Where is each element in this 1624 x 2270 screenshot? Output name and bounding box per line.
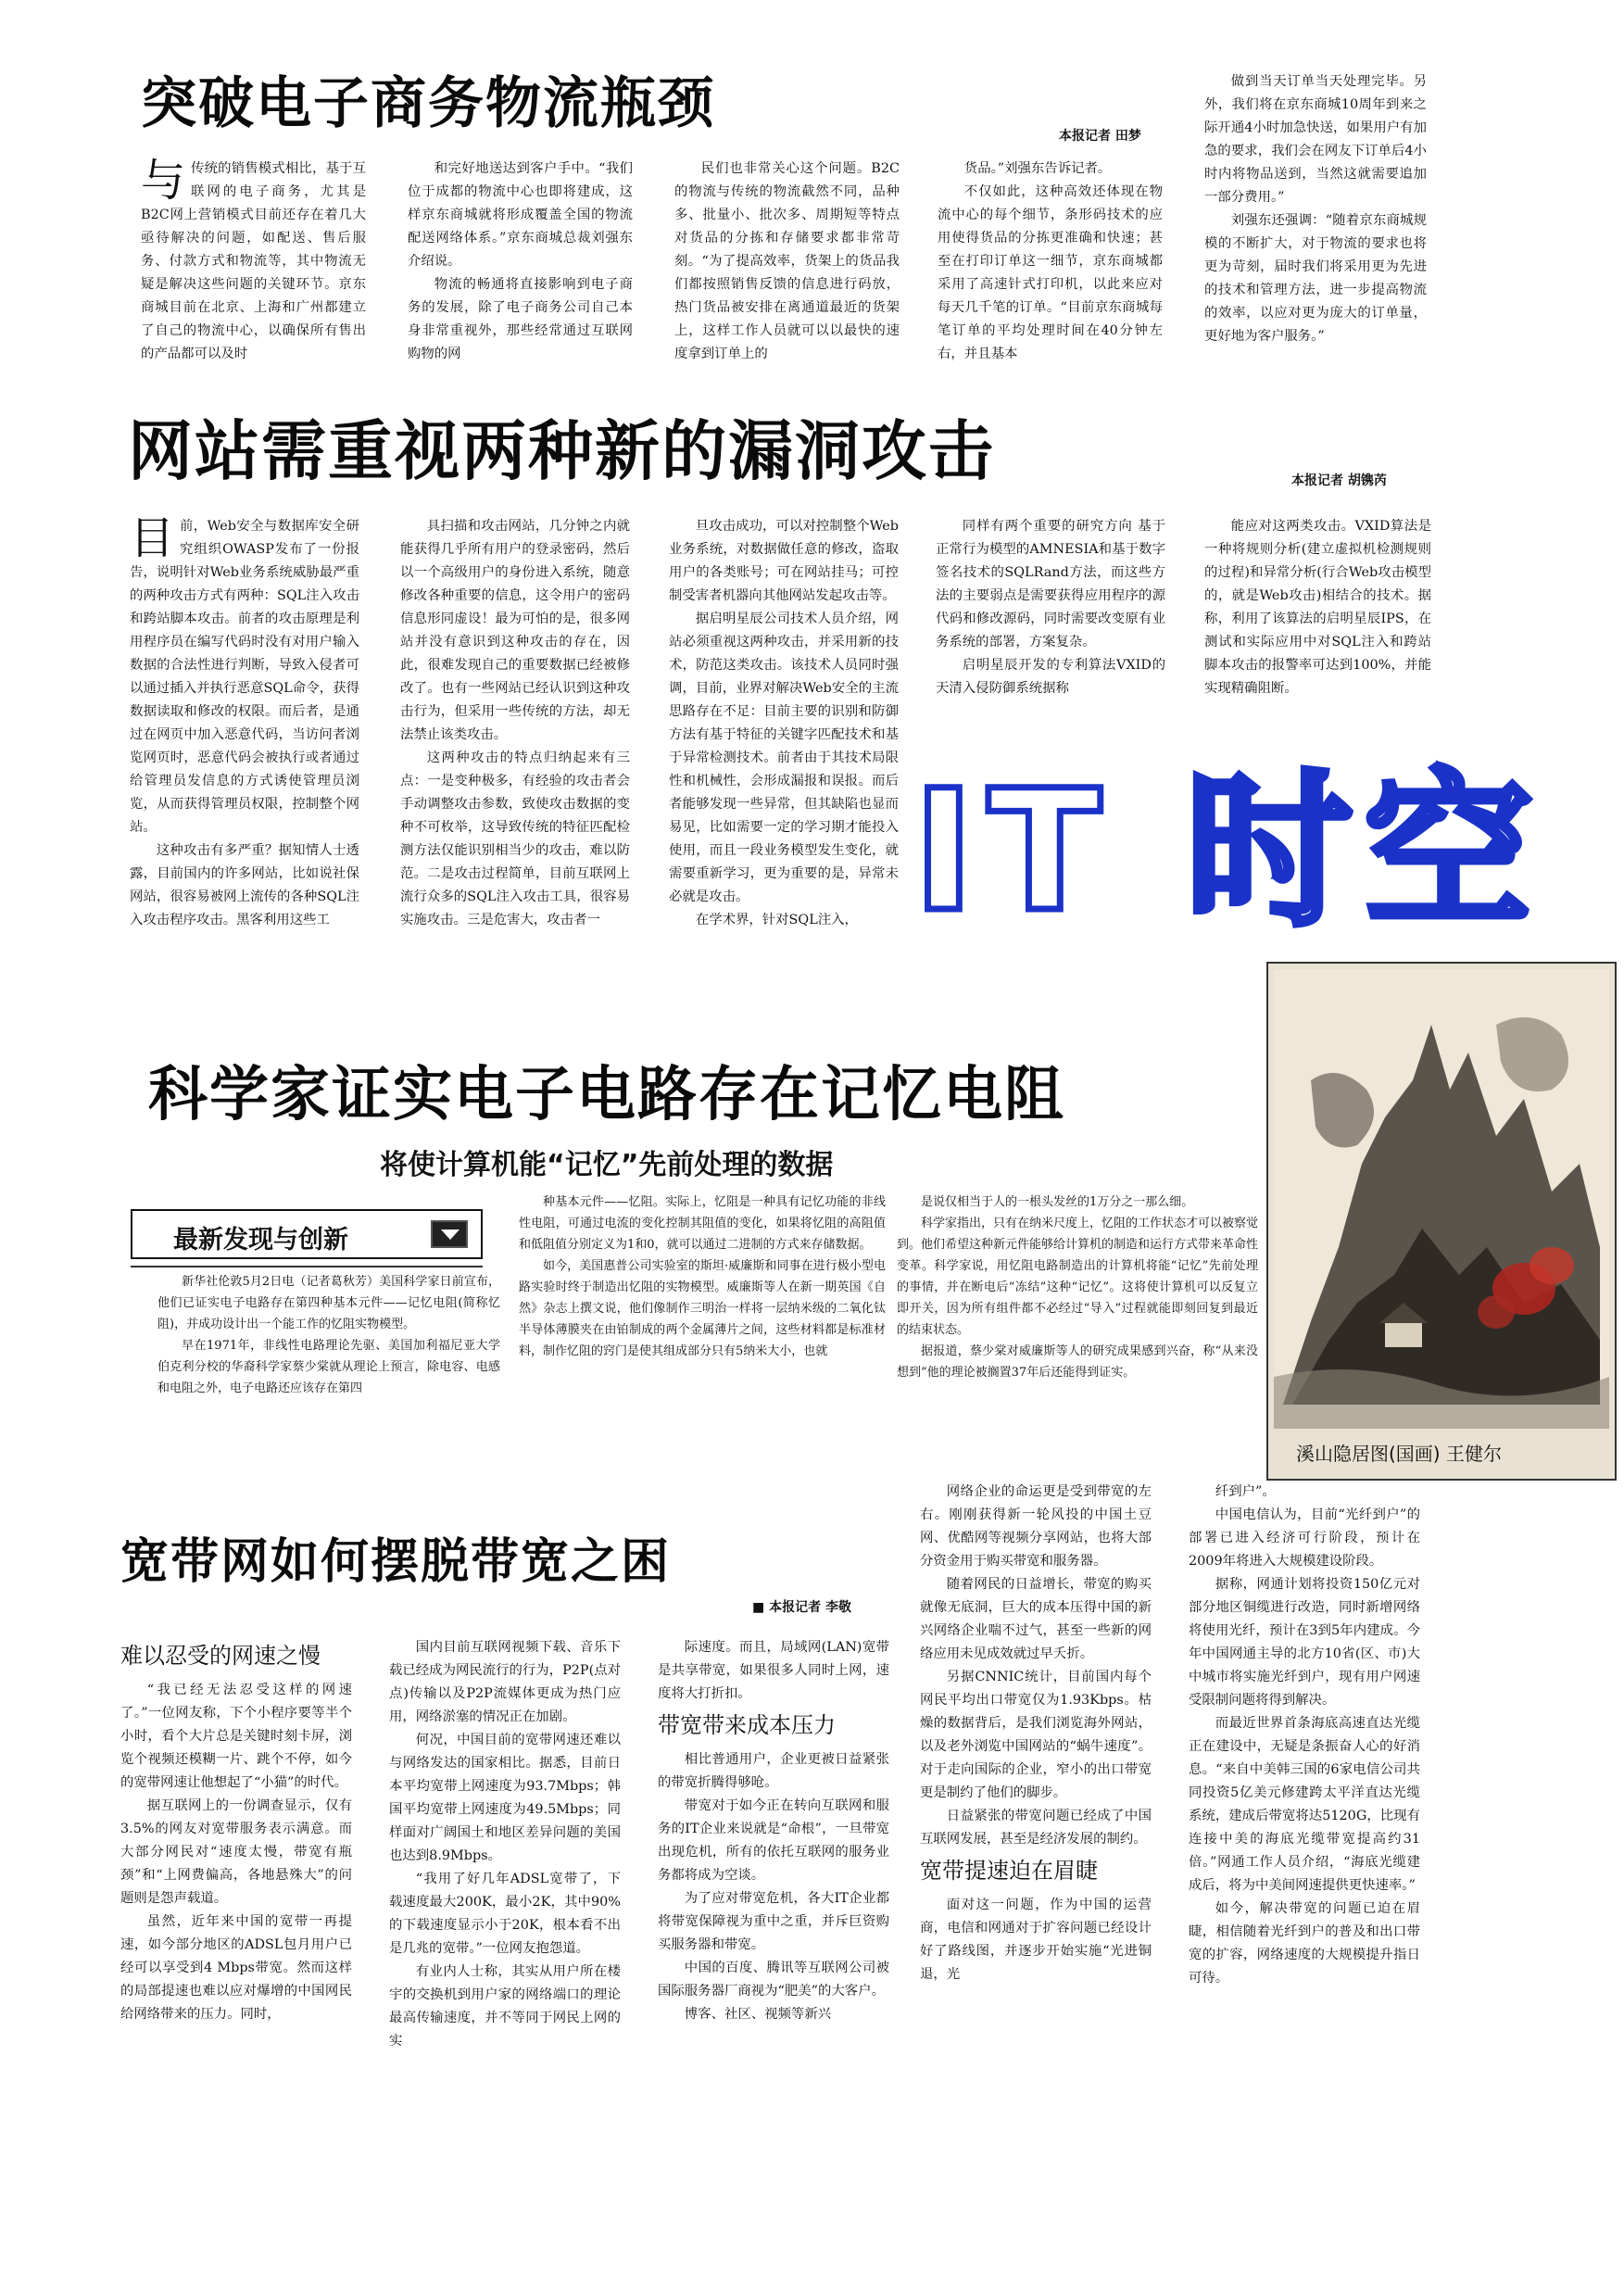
paragraph: 另据CNNIC统计，目前国内每个网民平均出口带宽仅为1.93Kbps。枯燥的数据背后，是我们浏览海外网站，以及老外浏览中国网站的“蜗牛速度”。对于走向国际的企业，窄小的出口带宽更是制约了他们的脚步。 [920, 1670, 1152, 1800]
paragraph: 据称，网通计划将投资150亿元对部分地区铜缆进行改造，同时新增网络将使用光纤，预计在3到5年内建成。今年中国网通主导的北方10省(区、市)大中城市将实施光纤到户，现有用户网速受限制问题将得到解决。 [1189, 1577, 1420, 1708]
paragraph: 种基本元件——忆阻。实际上，忆阻是一种具有记忆功能的非线性电阻，可通过电流的变化控制其阻值的变化，如果将忆阻的高阻值和低阻值分别定义为1和0，就可以通过二进制的方式来存储数据。 [519, 1195, 886, 1252]
paragraph: 据启明星辰公司技术人员介绍，网站必须重视这两种攻击，并采用新的技术，防范这类攻击。该技术人员同时强调，目前，业界对解决Web安全的主流思路存在不足：目前主要的识别和防御方法有基于特征的关键字匹配技术和基于异常检测技术。前者由于其技术局限性和机械性，会形成漏报和误报。而后者能够发现一些异常，但其缺陷也显而易见，比如需要一定的学习期才能投入使用，而且一段业务模型发生变化，就需要重新学习，更为重要的是，异常未必就是攻击。 [669, 612, 899, 904]
paragraph: 带宽对于如今正在转向互联网和服务的IT企业来说就是“命根”，一旦带宽出现危机，所有的依托互联网的服务业务都将成为空谈。 [658, 1798, 889, 1883]
paragraph: 中国电信认为，目前“光纤到户”的部署已进入经济可行阶段，预计在2009年将进入大规模建设阶段。 [1189, 1507, 1420, 1569]
article1-col-5 [1204, 70, 1427, 395]
paragraph: 旦攻击成功，可以对控制整个Web业务系统，对数据做任意的修改，盗取用户的各类账号；可在网站挂马；可控制受害者机器向其他网站发起攻击等。 [669, 519, 899, 603]
paragraph: 虽然，近年来中国的宽带一再提速，如今部分地区的ADSL包月用户已经可以享受到4 Mbps带宽。然而这样的局部提速也难以应对爆增的中国网民给网络带来的压力。同时， [120, 1914, 352, 2022]
drop-cap: 目 [130, 515, 175, 564]
paragraph: 和完好地送达到客户手中。“我们位于成都的物流中心也即将建成，这样京东商城就将形成覆盖全国的物流配送网络体系。”京东商城总裁刘强东介绍说。 [408, 161, 633, 269]
painting-caption: 溪山隐居图(国画) 王健尔 [1296, 1443, 1502, 1465]
drop-cap: 与 [141, 158, 186, 207]
it-space-logo-text: IT 时空 [913, 755, 1545, 949]
kicker-rule [131, 1266, 483, 1267]
article4-col-3 [658, 1636, 889, 2229]
article4-col-1 [120, 1636, 352, 2229]
paragraph: 相比普通用户，企业更被日益紧张的带宽折腾得够呛。 [658, 1752, 889, 1790]
article3-subheadline: 将使计算机能“记忆”先前处理的数据 [380, 1149, 834, 1181]
paragraph: 做到当天订单当天处理完毕。另外，我们将在京东商城10周年到来之际开通4小时加急快送，如果用户有加急的要求，我们会在网友下订单后4小时内将物品送到，当然这就需要追加一部分费用。” [1204, 74, 1427, 205]
paragraph: 不仅如此，这种高效还体现在物流中心的每个细节，条形码技术的应用使得货品的分拣更准确和快速；甚至在打印订单这一细节，京东商城都采用了高速针式打印机，以此来应对每天几千笔的订单。“目前京东商城每笔订单的平均处理时间在40分钟左右，并且基本 [938, 184, 1163, 361]
paragraph: 日益紧张的带宽问题已经成了中国互联网发展，甚至是经济发展的制约。 [920, 1809, 1152, 1847]
article1-headline: 突破电子商务物流瓶颈 [141, 71, 715, 136]
paragraph: 这种攻击有多严重？据知情人士透露，目前国内的许多网站，比如说社保网站，很容易被网上流传的各种SQL注入攻击程序攻击。黑客利用这些工 [130, 843, 359, 927]
paragraph: 面对这一问题，作为中国的运营商，电信和网通对于扩容问题已经设计好了路线图，并逐步开始实施“光进铜退，光 [920, 1898, 1152, 1982]
paragraph: 科学家指出，只有在纳米尺度上，忆阻的工作状态才可以被察觉到。他们希望这种新元件能够给计算机的制造和运行方式带来革命性变革。科学家说，用忆阻电路制造出的计算机将能“记忆”先前处理的事情，并在断电后“冻结”这种“记忆”。这将使计算机可以反复立即开关，因为所有组件都不必经过“导入”过程就能即刻回复到最近的结束状态。 [897, 1217, 1258, 1337]
article2-col-4 [936, 515, 1165, 714]
section-heading: 宽带提速迫在眉睫 [920, 1858, 1098, 1884]
article1-col-4 [938, 158, 1163, 394]
article3-col-3 [897, 1192, 1258, 1469]
paragraph: 据互联网上的一份调查显示，仅有3.5%的网友对宽带服务表示满意。而大部分网民对“速度太慢，带宽有瓶颈”和“上网费偏高，各地悬殊大”的问题则是怨声载道。 [120, 1798, 352, 1906]
article2-col-3 [669, 515, 899, 1004]
article1-col-3 [674, 158, 900, 394]
paragraph: 中国的百度、腾讯等互联网公司被国际服务器厂商视为“肥美”的大客户。 [658, 1961, 889, 1999]
paragraph: 目前，Web安全与数据库安全研究组织OWASP发布了一份报告，说明针对Web业务系统威胁最严重的两种攻击方式有两种：SQL注入攻击和跨站脚本攻击。前者的攻击原理是利用程序员在编写代码时没有对用户输入数据的合法性进行判断，导致入侵者可以通过插入并执行恶意SQL命令，获得数据读取和修改的权限。而后者，是通过在网页中加入恶意代码，当访问者浏览网页时，恶意代码会被执行或者通过给管理员发信息的方式诱使管理员浏览，从而获得管理员权限，控制整个网站。 [130, 515, 359, 835]
kicker-box [131, 1209, 483, 1259]
paragraph: 随着网民的日益增长，带宽的购买就像无底洞，巨大的成本压得中国的新兴网络企业喘不过气，甚至一些新的网络应用未见成效就过早夭折。 [920, 1577, 1152, 1661]
paragraph: 具扫描和攻击网站，几分钟之内就能获得几乎所有用户的登录密码，然后以一个高级用户的身份进入系统，随意修改各种重要的信息，这令用户的密码信息形同虚设！最为可怕的是，很多网站并没有意识到这种攻击的存在，因此，很难发现自己的重要数据已经被修改了。也有一些网站已经认识到这种攻击行为，但采用一些传统的方法，却无法禁止该类攻击。 [400, 519, 630, 742]
paragraph: 启明星辰开发的专利算法VXID的天清入侵防御系统据称 [936, 658, 1165, 696]
paragraph: “我已经无法忍受这样的网速了。”一位网友称，下个小程序要等半个小时，看个大片总是关键时刻卡屏，浏览个视频还模糊一片、跳个不停，如今的宽带网速让他想起了“小猫”的时代。 [120, 1683, 352, 1790]
chevron-down-icon [431, 1220, 468, 1248]
paragraph: 与传统的销售模式相比，基于互联网的电子商务，尤其是B2C网上营销模式目前还存在着几大亟待解决的问题，如配送、售后服务、付款方式和物流等，其中物流无疑是解决这些问题的关键环节。京东商城目前在北京、上海和广州都建立了自己的物流中心，以确保所有售出的产品都可以及时 [141, 158, 366, 361]
article2-col-5 [1204, 515, 1431, 714]
paragraph: 如今，解决带宽的问题已迫在眉睫，相信随着光纤到户的普及和出口带宽的扩容，网络速度的大规模提升指日可待。 [1189, 1901, 1420, 1986]
article1-col-1 [141, 158, 366, 394]
paragraph: 有业内人士称，其实从用户所在楼宇的交换机到用户家的网络端口的理论最高传输速度，并不等同于网民上网的实 [389, 1964, 621, 2049]
article4-headline: 宽带网如何摆脱带宽之困 [120, 1534, 672, 1590]
article2-headline: 网站需重视两种新的漏洞攻击 [128, 413, 995, 489]
article3-headline: 科学家证实电子电路存在记忆电阻 [148, 1060, 1065, 1129]
section-heading: 带宽带来成本压力 [658, 1712, 836, 1738]
article2-col-2 [400, 515, 630, 1004]
paragraph: 这两种攻击的特点归纳起来有三点：一是变种极多，有经验的攻击者会手动调整攻击参数，致使攻击数据的变种不可枚举，这导致传统的特征匹配检测方法仅能识别相当少的攻击，难以防范。二是攻击过程简单，目前互联网上流行众多的SQL注入攻击工具，很容易实施攻击。三是危害大，攻击者一 [400, 750, 630, 927]
paragraph: 能应对这两类攻击。VXID算法是一种将规则分析(建立虚拟机检测规则的过程)和异常分析(行合Web攻击模型的，就是Web攻击)相结合的技术。据称，利用了该算法的启明星辰IPS，在测试和实际应用中对SQL注入和跨站脚本攻击的报警率可达到100%，并能实现精确阻断。 [1204, 519, 1431, 696]
landscape-painting [1274, 969, 1609, 1429]
article2-col-1 [130, 515, 359, 1004]
article1-col-2 [408, 158, 633, 394]
section-heading: 难以忍受的网速之慢 [120, 1643, 321, 1669]
paragraph: 何况，中国目前的宽带网速还难以与网络发达的国家相比。据悉，目前日本平均宽带上网速度为93.7Mbps；韩国平均宽带上网速度为49.5Mbps；同样面对广阔国土和地区差异问题的美国也达到8.9Mbps。 [389, 1733, 621, 1863]
it-space-logo [913, 755, 1617, 949]
paragraph: 同样有两个重要的研究方向 基于正常行为模型的AMNESIA和基于数字签名技术的SQLRand方法，而这些方法的主要弱点是需要获得应用程序的源代码和修改源码，同时需要改变原有业务系统的部署，方案复杂。 [936, 519, 1165, 649]
paragraph: 如今，美国惠普公司实验室的斯坦·威廉斯和同事在进行极小型电路实验时终于制造出忆阻的实物模型。威廉斯等人在新一期英国《自然》杂志上撰文说，他们像制作三明治一样将一层纳米级的二氧化钛半导体薄膜夹在由铂制成的两个金属薄片之间，这些材料都是标准材料，制作忆阻的窍门是使其组成部分只有5纳米大小，也就 [519, 1259, 886, 1358]
paragraph: 物流的畅通将直接影响到电子商务的发展，除了电子商务公司自己本身非常重视外，那些经常通过互联网购物的网 [408, 277, 633, 361]
paragraph: 早在1971年，非线性电路理论先驱、美国加利福尼亚大学伯克利分校的华裔科学家蔡少棠就从理论上预言，除电容、电感和电阻之外，电子电路还应该存在第四 [157, 1339, 500, 1395]
article2-byline: 本报记者 胡镌芮 [1291, 473, 1387, 488]
paragraph: 国内目前互联网视频下载、音乐下载已经成为网民流行的行为，P2P(点对点)传输以及P2P流媒体更成为热门应用，网络淤塞的情况正在加剧。 [389, 1640, 621, 1724]
article3-col-2 [519, 1192, 886, 1469]
paragraph: 在学术界，针对SQL注入， [695, 913, 858, 927]
kicker-label: 最新发现与创新 [173, 1226, 348, 1255]
painting-image [1266, 962, 1617, 1481]
paragraph: 纤到户”。 [1215, 1484, 1276, 1499]
paragraph: 刘强东还强调：“随着京东商城规模的不断扩大，对于物流的要求也将更为苛刻，届时我们将采用更为先进的技术和管理方法，进一步提高物流的效率，以应对更为庞大的订单量，更好地为客户服务。” [1204, 213, 1427, 344]
article4-col-5 [1189, 1481, 1420, 2229]
article1-byline: 本报记者 田梦 [1059, 129, 1141, 144]
paragraph: 而最近世界首条海底高速直达光缆正在建设中，无疑是条振奋人心的好消息。“来自中美韩三国的6家电信公司共同投资5亿美元修建跨太平洋直达光缆系统，建成后带宽将达5120G，比现有连接中美的海底光缆带宽提高约31倍。”网通工作人员介绍，“海底光缆建成后，将为中美间网速提供更快速率。” [1189, 1716, 1420, 1893]
paragraph: 是说仅相当于人的一根头发丝的1万分之一那么细。 [921, 1195, 1194, 1209]
paragraph: 新华社伦敦5月2日电（记者葛秋芳）美国科学家日前宣布，他们已证实电子电路存在第四种基本元件——记忆电阻(简称忆阻)，并成功设计出一个能工作的忆阻实物模型。 [157, 1275, 500, 1331]
paragraph: 据报道，蔡少棠对威廉斯等人的研究成果感到兴奋，称“从来没想到”他的理论被搁置37年后还能得到证实。 [897, 1344, 1258, 1380]
paragraph: 为了应对带宽危机，各大IT企业都将带宽保障视为重中之重，并斥巨资购买服务器和带宽。 [658, 1891, 889, 1952]
article4-col-2 [389, 1636, 621, 2229]
article3-col-1 [157, 1271, 500, 1466]
paragraph: 博客、社区、视频等新兴 [684, 2007, 832, 2022]
article4-col-4 [920, 1481, 1152, 2229]
paragraph: 际速度。而且，局域网(LAN)宽带是共享带宽，如果很多人同时上网，速度将大打折扣。 [658, 1640, 889, 1701]
paragraph: 网络企业的命运更是受到带宽的左右。刚刚获得新一轮风投的中国土豆网、优酷网等视频分享网站，也将大部分资金用于购买带宽和服务器。 [920, 1484, 1152, 1569]
paragraph: “我用了好几年ADSL宽带了，下载速度最大200K，最小2K，其中90%的下载速度显示小于20K，根本看不出是几兆的宽带。”一位网友抱怨道。 [389, 1872, 621, 1956]
paragraph: 货品。”刘强东告诉记者。 [963, 161, 1112, 176]
article4-byline: ■ 本报记者 李敬 [752, 1600, 851, 1615]
paragraph: 民们也非常关心这个问题。B2C的物流与传统的物流截然不同，品种多、批量小、批次多、周期短等特点对货品的分拣和存储要求都非常苛刻。“为了提高效率，货架上的货品我们都按照销售反馈的信息进行码放，热门货品被安排在离通道最近的货架上，这样工作人员就可以以最快的速度拿到订单上的 [674, 161, 900, 361]
